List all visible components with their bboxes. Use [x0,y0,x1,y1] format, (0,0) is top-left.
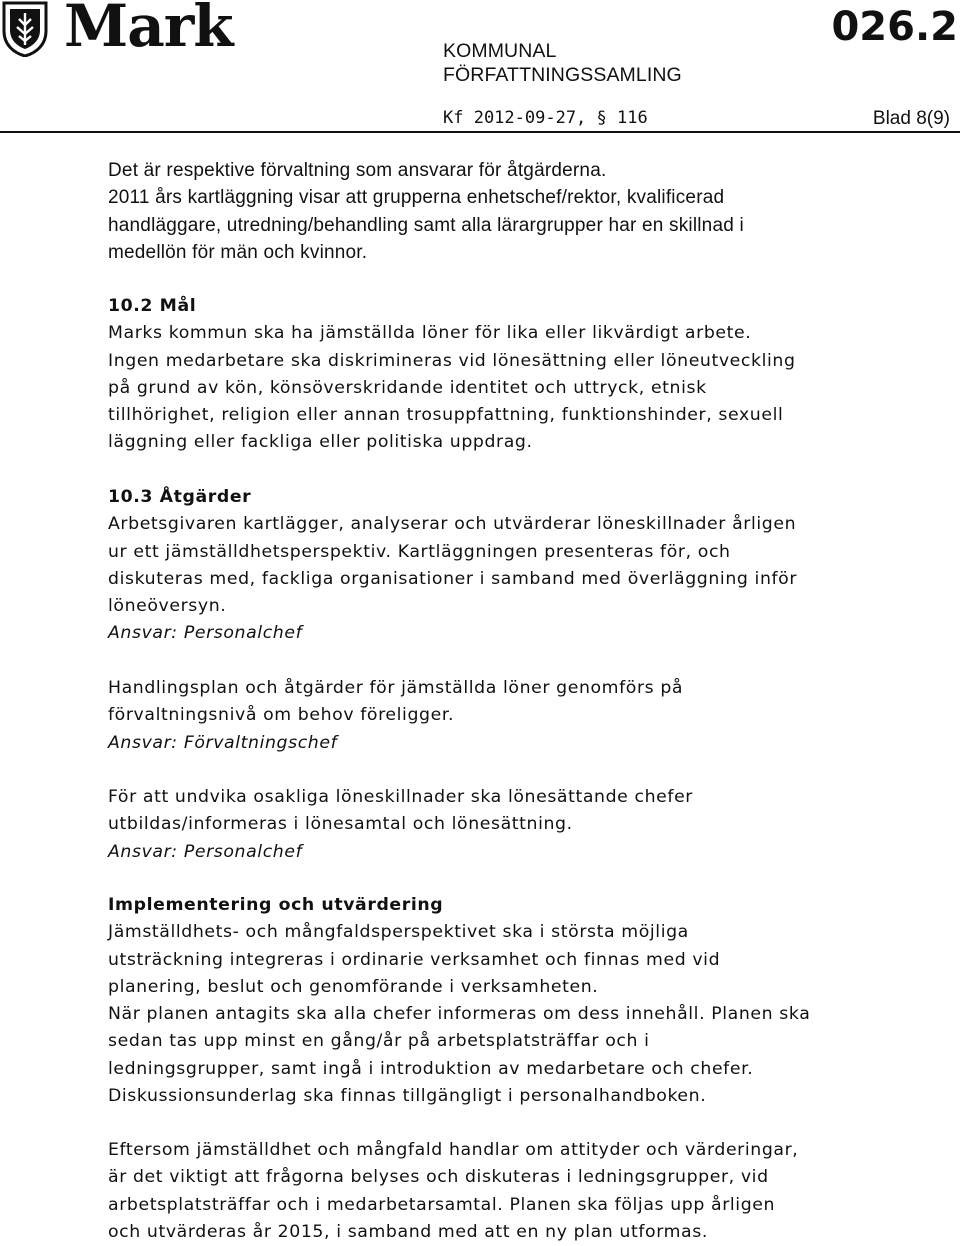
document-type [443,39,682,87]
document-type-line: FÖRFATTNINGSSAMLING [443,64,682,86]
text-line: Arbetsgivaren kartlägger, analyserar och utvärderar löneskillnader årligen [108,514,797,535]
text-line: Ingen medarbetare ska diskrimineras vid lönesättning eller löneutveckling [108,350,796,371]
text-line: Diskussionsunderlag ska finnas tillgängligt i personalhandboken. [108,1086,707,1107]
text-line: tillhörighet, religion eller annan trosuppfattning, funktionshinder, sexuell [108,405,784,426]
section-heading: 10.2 Mål [108,296,197,316]
text-line: ledningsgrupper, samt ingå i introduktion av medarbetare och chefer. [108,1058,754,1079]
text-line: 2011 års kartläggning visar att grupperna enhetschef/rektor, kvalificerad [108,187,725,209]
text-line: planering, beslut och genomförande i verksamheten. [108,976,599,997]
decision-reference: Kf 2012-09-27, § 116 [443,108,648,128]
text-line: läggning eller fackliga eller politiska uppdrag. [108,432,533,453]
section-heading: 10.3 Åtgärder [108,487,252,507]
municipality-logo-text: Mark [64,0,233,60]
text-line: För att undvika osakliga löneskillnader ska lönesättande chefer [108,787,694,807]
intro-paragraph [108,157,744,266]
sheet-number: Blad 8(9) [872,108,950,129]
responsible-line: Ansvar: Förvaltningschef [108,732,338,753]
text-line: förvaltningsnivå om behov föreligger. [108,705,455,726]
header-divider [0,131,960,133]
action-block-3 [108,784,693,866]
municipal-coat-of-arms-icon [2,1,48,57]
text-line: utsträckning integreras i ordinarie verksamhet och finnas med vid [108,949,721,970]
text-line: sedan tas upp minst en gång/år på arbetsplatsträffar och i [108,1031,650,1052]
document-number: 026.2 [831,4,958,50]
implementation-section [108,892,810,1110]
text-line: arbetsplatsträffar och i medarbetarsamtal. Planen ska följas upp årligen [108,1194,776,1215]
text-line: medellön för män och kvinnor. [108,241,368,263]
text-line: är det viktigt att frågorna belyses och diskuteras i ledningsgrupper, vid [108,1167,769,1188]
text-line: utbildas/informeras i lönesamtal och lönesättning. [108,814,573,835]
responsible-line: Ansvar: Personalchef [108,623,303,644]
text-line: handläggare, utredning/behandling samt alla lärargrupper har en skillnad i [108,214,744,236]
text-line: Handlingsplan och åtgärder för jämställda löner genomförs på [108,678,684,698]
text-line: Marks kommun ska ha jämställda löner för lika eller likvärdigt arbete. [108,323,752,344]
section-10-2 [108,293,796,457]
text-line: löneöversyn. [108,596,227,617]
text-line: ur ett jämställdhetsperspektiv. Kartläggningen presenteras för, och [108,541,731,562]
section-heading: Implementering och utvärdering [108,895,444,915]
text-line: Eftersom jämställdhet och mångfald handlar om attityder och värderingar, [108,1140,799,1160]
text-line: och utvärderas år 2015, i samband med att en ny plan utformas. [108,1221,708,1242]
text-line: diskuteras med, fackliga organisationer i samband med överläggning inför [108,568,798,589]
closing-paragraph [108,1137,798,1246]
text-line: Jämställdhets- och mångfaldsperspektivet ska i största möjliga [108,922,689,943]
document-type-line: KOMMUNAL [443,40,557,62]
responsible-line: Ansvar: Personalchef [108,841,303,862]
text-line: Det är respektive förvaltning som ansvarar för åtgärderna. [108,160,607,181]
section-10-3 [108,484,797,648]
text-line: När planen antagits ska alla chefer informeras om dess innehåll. Planen ska [108,1004,811,1025]
text-line: på grund av kön, könsöverskridande identitet och uttryck, etnisk [108,377,707,398]
action-block-2 [108,675,683,757]
